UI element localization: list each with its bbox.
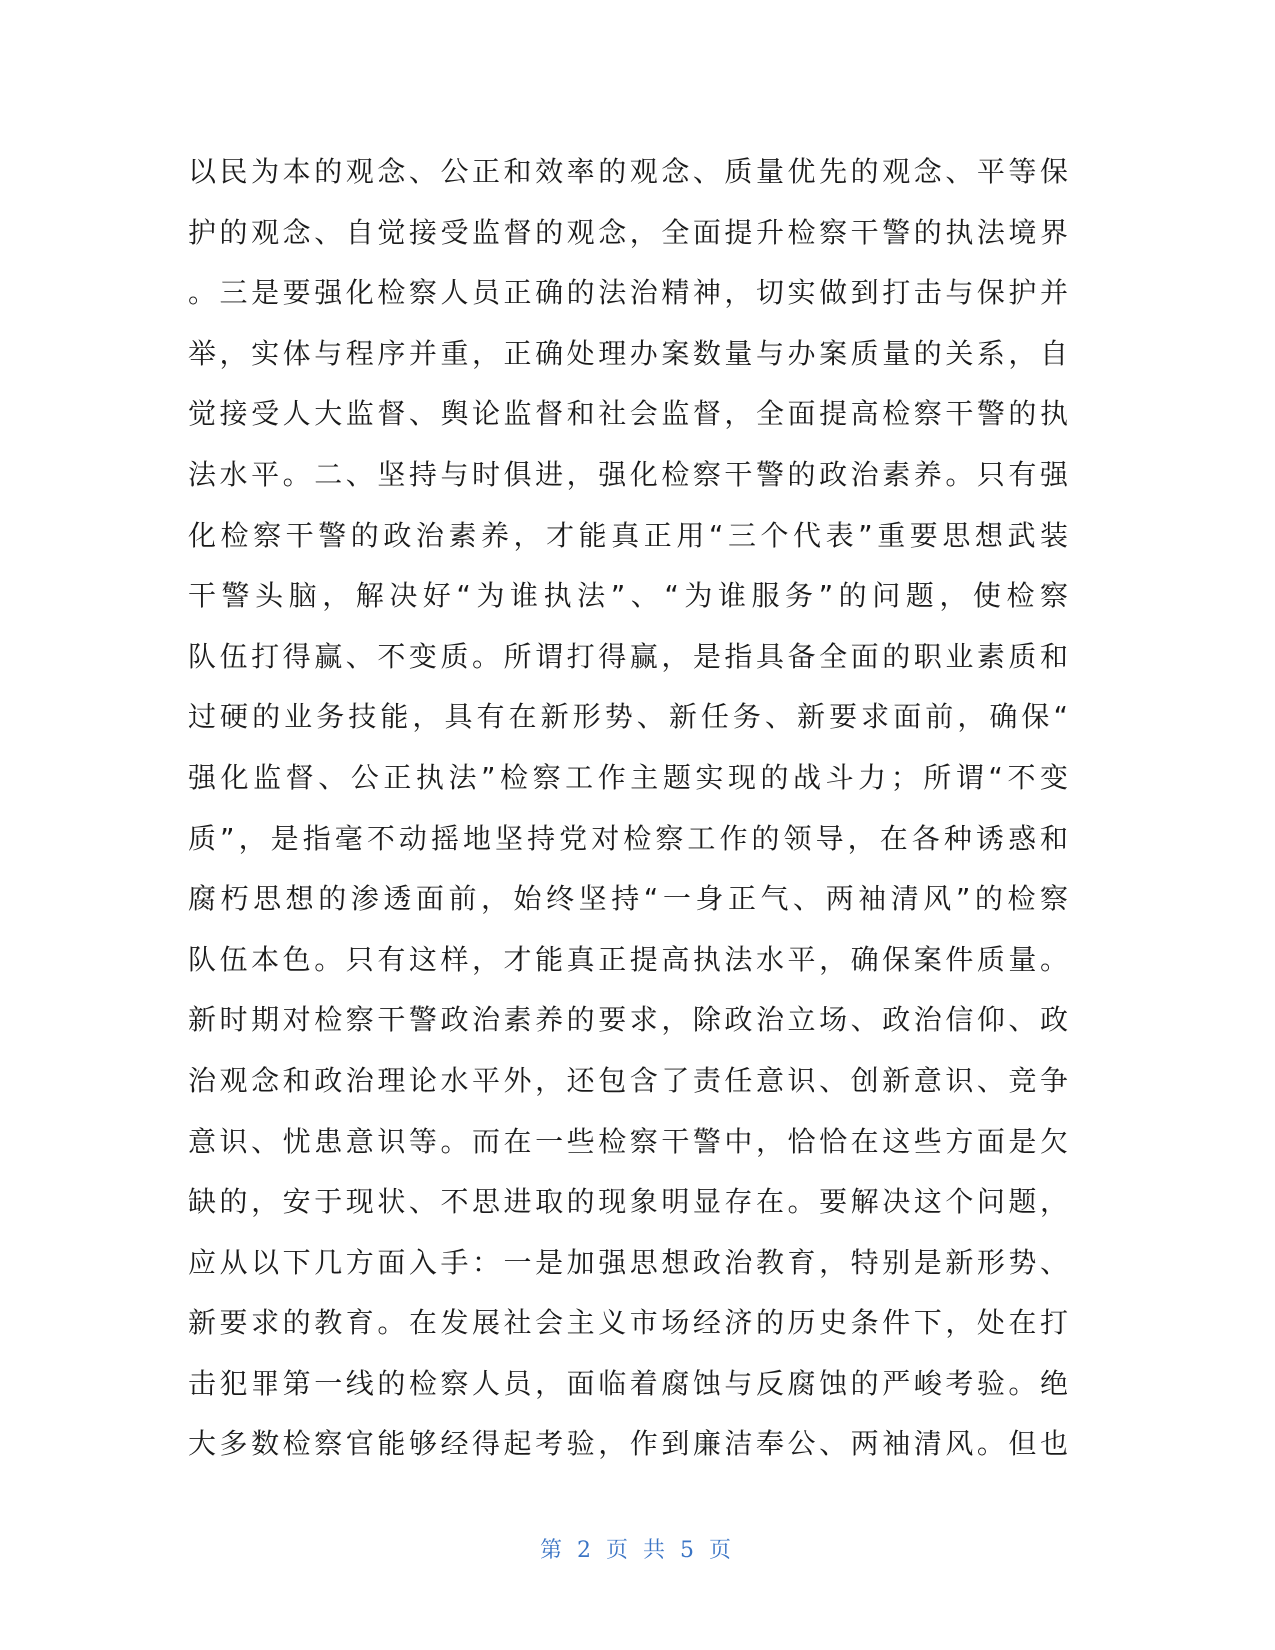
text-line: 法水平。二、坚持与时俱进，强化检察干警的政治素养。只有强 xyxy=(188,457,1068,491)
page-number-footer: 第 2 页 共 5 页 xyxy=(540,1538,735,1563)
text-line: 击犯罪第一线的检察人员，面临着腐蚀与反腐蚀的严峻考验。绝 xyxy=(188,1366,1068,1400)
text-line: 腐朽思想的渗透面前，始终坚持“一身正气、两袖清风”的检察 xyxy=(188,882,1068,916)
text-line: 新时期对检察干警政治素养的要求，除政治立场、政治信仰、政 xyxy=(188,1003,1068,1037)
text-line: 举，实体与程序并重，正确处理办案数量与办案质量的关系，自 xyxy=(188,336,1068,370)
text-line: 队伍打得赢、不变质。所谓打得赢，是指具备全面的职业素质和 xyxy=(188,639,1068,673)
text-line: 以民为本的观念、公正和效率的观念、质量优先的观念、平等保 xyxy=(188,155,1068,188)
text-line: 队伍本色。只有这样，才能真正提高执法水平，确保案件质量。 xyxy=(188,942,1068,976)
text-line: 化检察干警的政治素养，才能真正用“三个代表”重要思想武装 xyxy=(188,518,1068,552)
text-line: 。三是要强化检察人员正确的法治精神，切实做到打击与保护并 xyxy=(188,276,1068,310)
text-line: 意识、忧患意识等。而在一些检察干警中，恰恰在这些方面是欠 xyxy=(188,1124,1068,1158)
body-text xyxy=(188,142,1068,1475)
text-line: 强化监督、公正执法”检察工作主题实现的战斗力；所谓“不变 xyxy=(188,760,1068,794)
text-line: 质”，是指毫不动摇地坚持党对检察工作的领导，在各种诱惑和 xyxy=(188,821,1068,855)
text-line: 应从以下几方面入手：一是加强思想政治教育，特别是新形势、 xyxy=(188,1245,1068,1279)
text-line: 治观念和政治理论水平外，还包含了责任意识、创新意识、竞争 xyxy=(188,1063,1068,1097)
text-line: 护的观念、自觉接受监督的观念，全面提升检察干警的执法境界 xyxy=(188,215,1068,249)
text-line: 觉接受人大监督、舆论监督和社会监督，全面提高检察干警的执 xyxy=(188,397,1068,431)
text-line: 缺的，安于现状、不思进取的现象明显存在。要解决这个问题， xyxy=(188,1185,1068,1219)
text-line: 过硬的业务技能，具有在新形势、新任务、新要求面前，确保“ xyxy=(188,700,1068,734)
text-line: 干警头脑，解决好“为谁执法”、“为谁服务”的问题，使检察 xyxy=(188,579,1068,613)
text-line: 大多数检察官能够经得起考验，作到廉洁奉公、两袖清风。但也 xyxy=(188,1427,1068,1461)
text-line: 新要求的教育。在发展社会主义市场经济的历史条件下，处在打 xyxy=(188,1306,1068,1340)
